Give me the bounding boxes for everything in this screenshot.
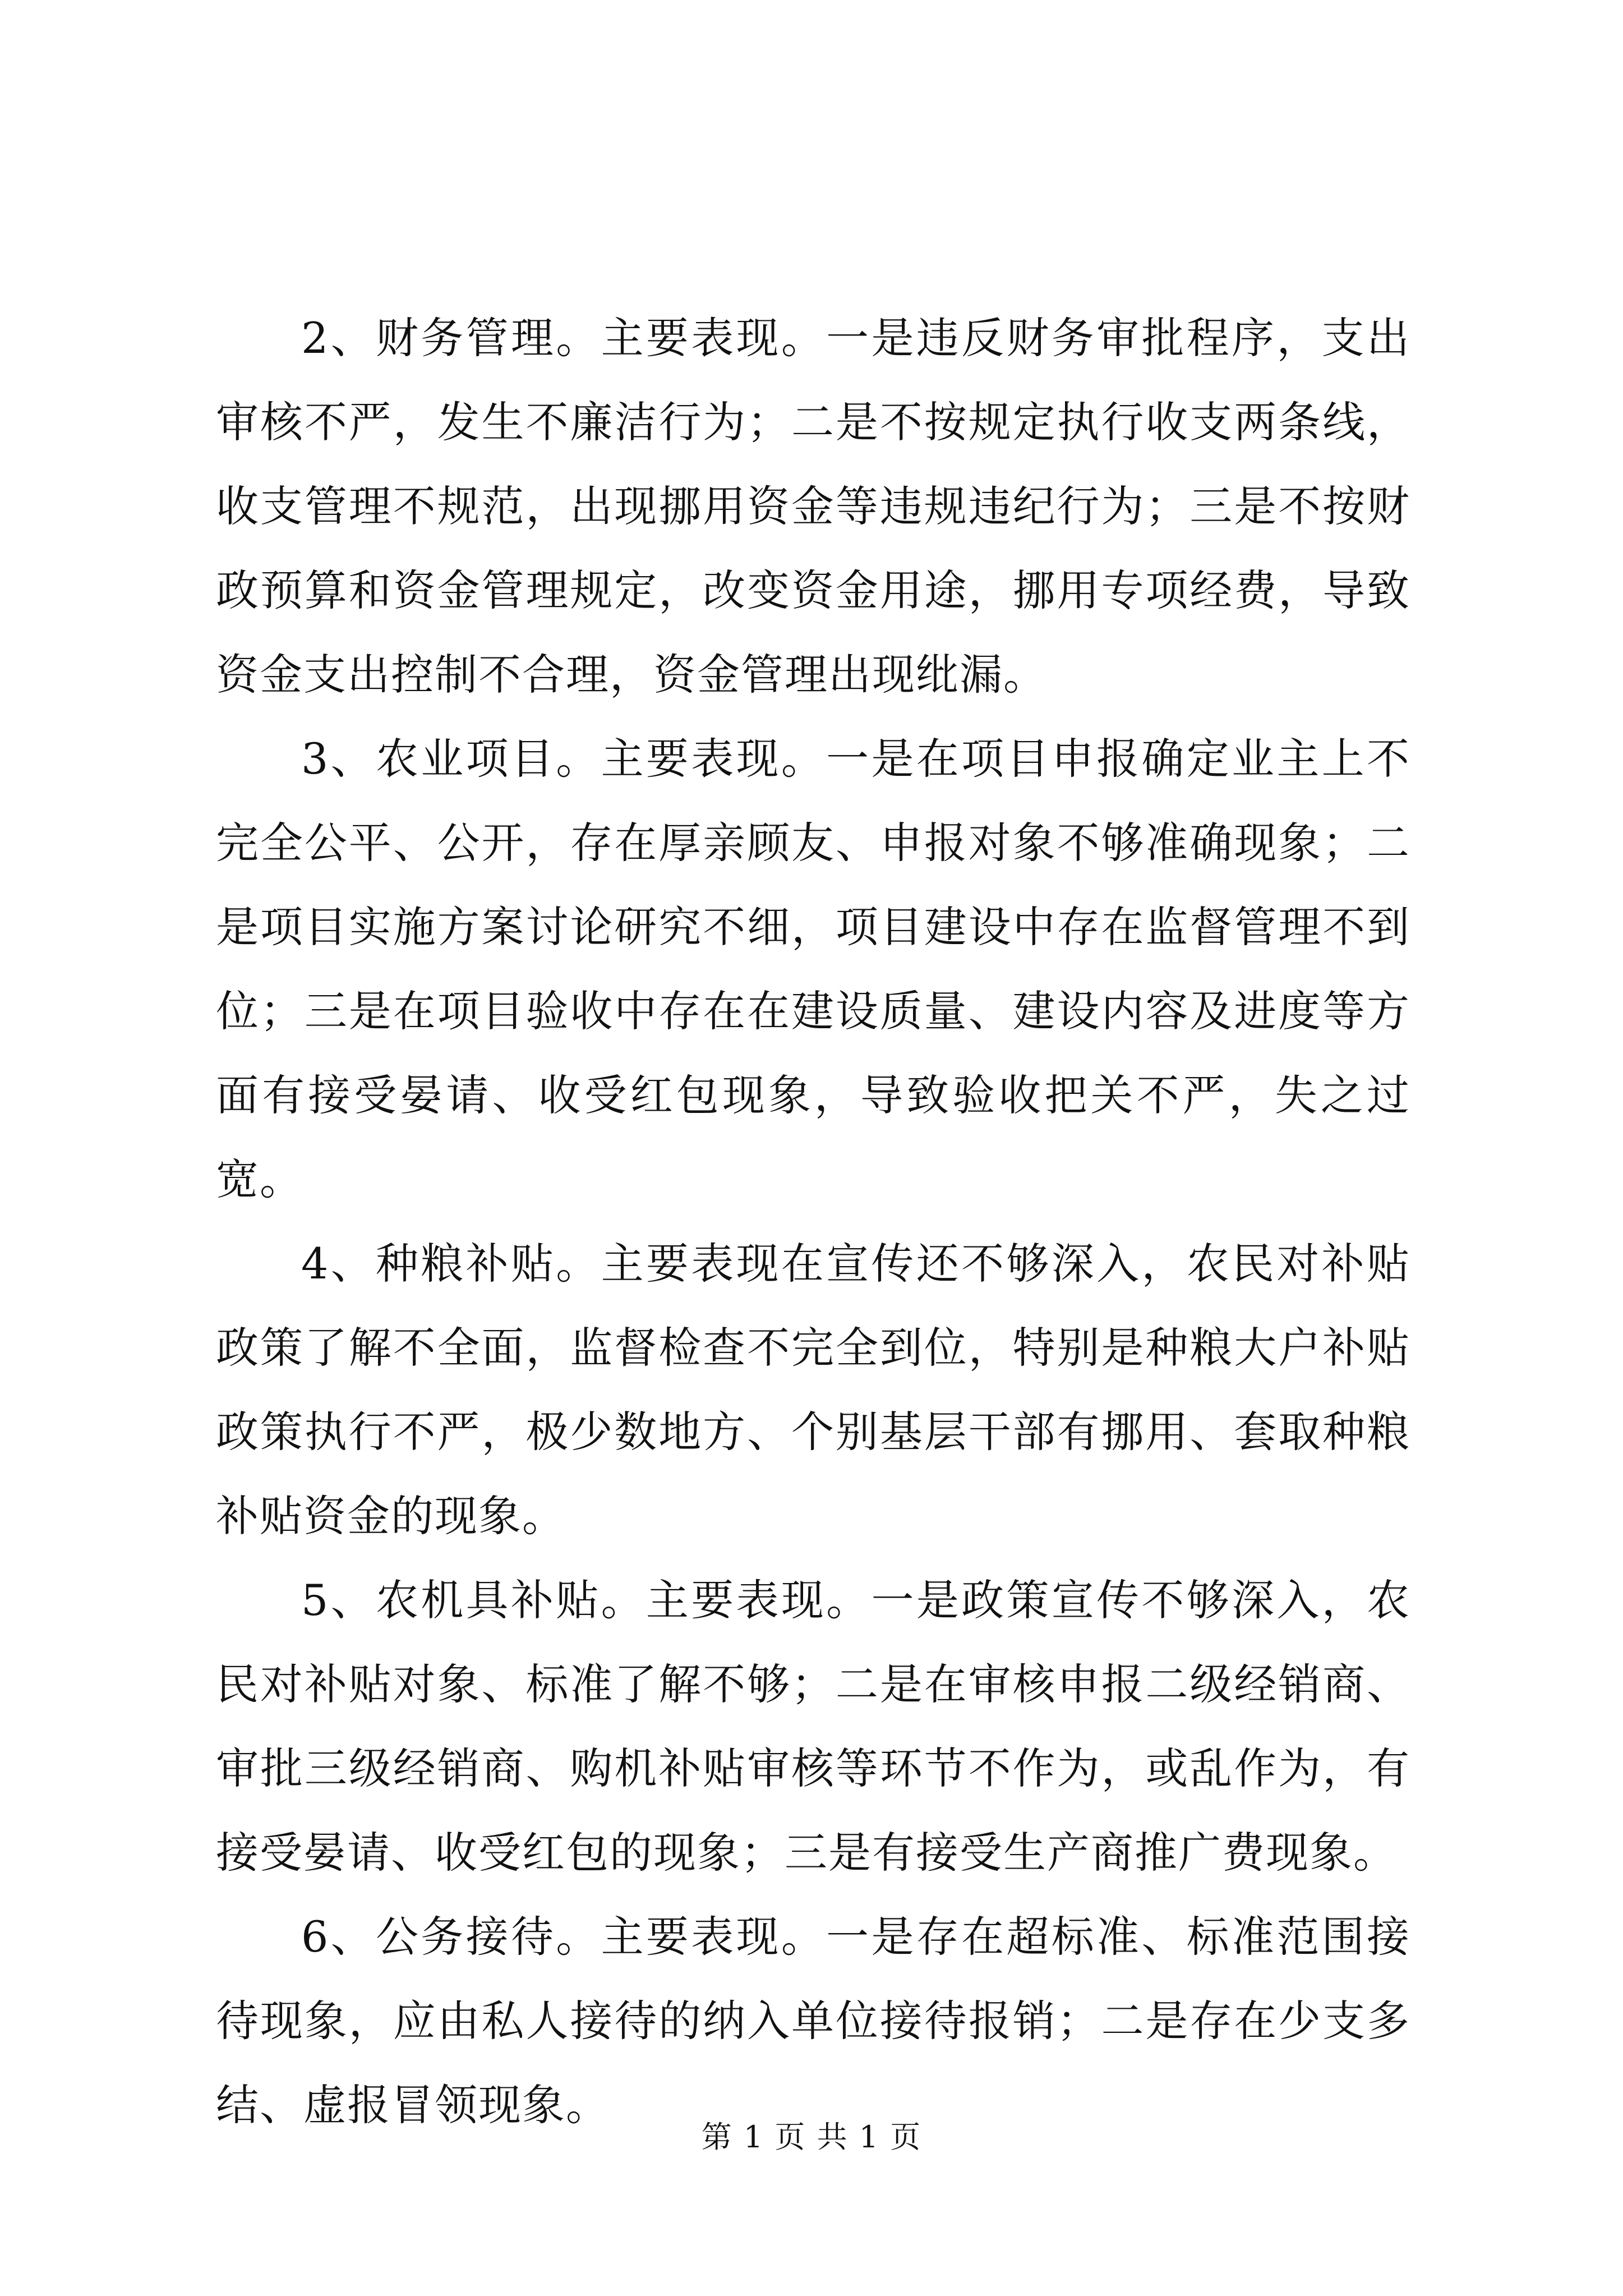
document-body [216, 296, 1410, 2147]
paragraph-grain-subsidy: 4、种粮补贴。主要表现在宣传还不够深入，农民对补贴政策了解不全面，监督检查不完全到位，特别是种粮大户补贴政策执行不严，极少数地方、个别基层干部有挪用、套取种粮补贴资金的现象。 [216, 1239, 1410, 1541]
paragraph-financial-management: 2、财务管理。主要表现。一是违反财务审批程序，支出审核不严，发生不廉洁行为；二是不按规定执行收支两条线，收支管理不规范，出现挪用资金等违规违纪行为；三是不按财政预算和资金管理规定，改变资金用途，挪用专项经费，导致资金支出控制不合理，资金管理出现纰漏。 [216, 313, 1410, 700]
paragraph-machinery-subsidy: 5、农机具补贴。主要表现。一是政策宣传不够深入，农民对补贴对象、标准了解不够；二是在审核申报二级经销商、审批三级经销商、购机补贴审核等环节不作为，或乱作为，有接受晏请、收受红包的现象；三是有接受生产商推广费现象。 [216, 1575, 1410, 1878]
page-footer: 第 1 页 共 1 页 [701, 2119, 922, 2155]
paragraph-agricultural-projects: 3、农业项目。主要表现。一是在项目申报确定业主上不完全公平、公开，存在厚亲顾友、申报对象不够准确现象；二是项目实施方案讨论研究不细，项目建设中存在监督管理不到位；三是在项目验收中存在在建设质量、建设内容及进度等方面有接受晏请、收受红包现象，导致验收把关不严，失之过宽。 [216, 734, 1410, 1204]
paragraph-official-reception: 6、公务接待。主要表现。一是存在超标准、标准范围接待现象，应由私人接待的纳入单位接待报销；二是存在少支多结、虚报冒领现象。 [216, 1912, 1410, 2130]
